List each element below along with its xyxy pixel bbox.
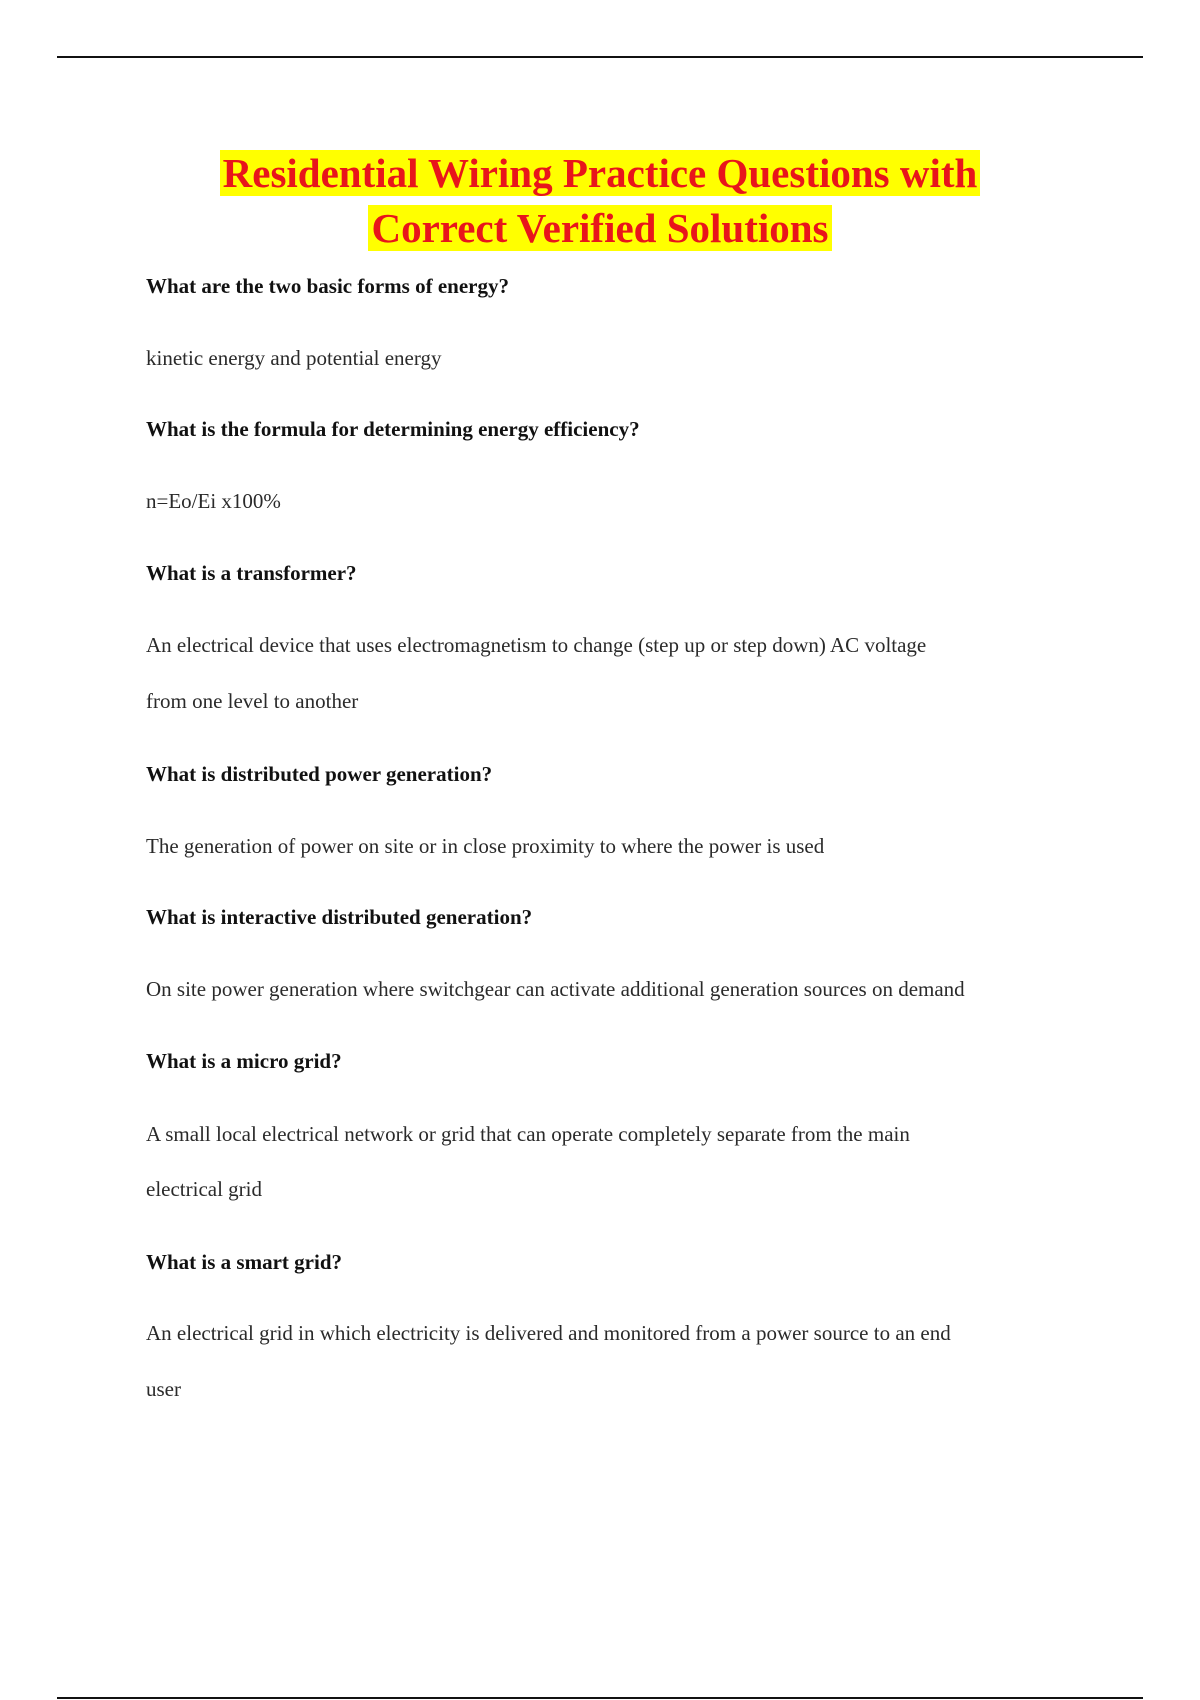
- question-1: What are the two basic forms of energy?: [146, 274, 509, 298]
- answer-4: The generation of power on site or in close proximity to where the power is used: [146, 834, 825, 858]
- document-title: [0, 146, 1200, 256]
- title-line-1: Residential Wiring Practice Questions with: [220, 150, 981, 196]
- answer-5: On site power generation where switchgear can activate additional generation sources on demand: [146, 977, 965, 1001]
- title-line-2: Correct Verified Solutions: [368, 205, 831, 251]
- question-5: What is interactive distributed generation?: [146, 905, 533, 929]
- bottom-rule: [57, 1697, 1143, 1699]
- question-7: What is a smart grid?: [146, 1250, 342, 1274]
- answer-1: kinetic energy and potential energy: [146, 346, 442, 370]
- question-4: What is distributed power generation?: [146, 762, 493, 786]
- answer-3-line-2: from one level to another: [146, 689, 359, 713]
- answer-7-line-2: user: [146, 1377, 181, 1401]
- answer-2: n=Eo/Ei x100%: [146, 489, 281, 513]
- answer-3-line-1: An electrical device that uses electromagnetism to change (step up or step down) AC voltage: [146, 633, 927, 657]
- answer-6-line-1: A small local electrical network or grid that can operate completely separate from the main: [146, 1122, 910, 1146]
- answer-6-line-2: electrical grid: [146, 1177, 263, 1201]
- question-2: What is the formula for determining energy efficiency?: [146, 417, 640, 441]
- answer-7-line-1: An electrical grid in which electricity is delivered and monitored from a power source to an end: [146, 1321, 951, 1345]
- question-6: What is a micro grid?: [146, 1049, 342, 1073]
- top-rule: [57, 56, 1143, 58]
- question-3: What is a transformer?: [146, 561, 357, 585]
